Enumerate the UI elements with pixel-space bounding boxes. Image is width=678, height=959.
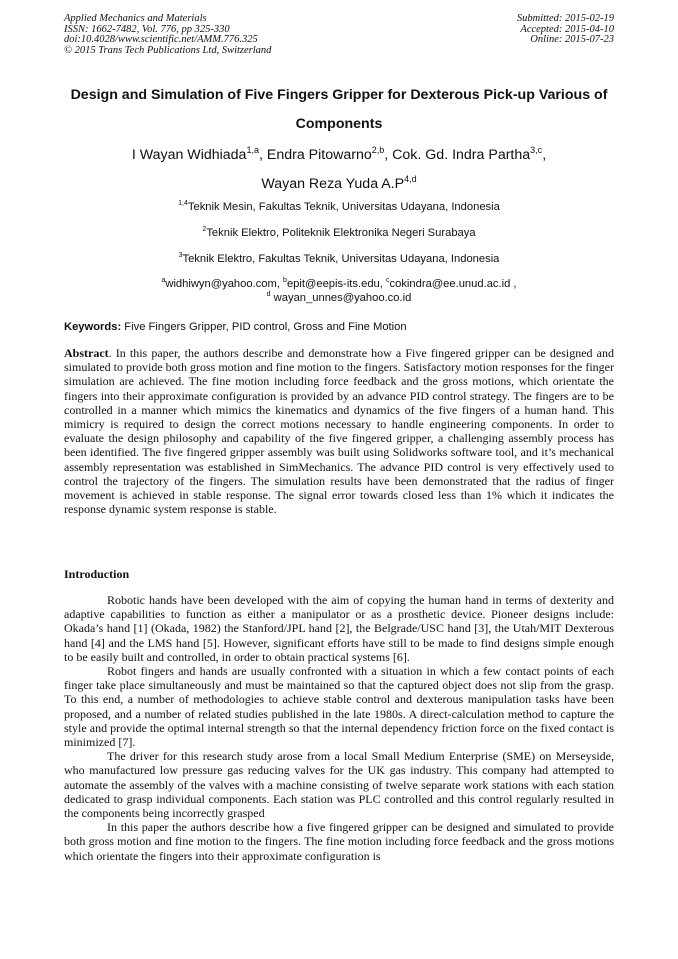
email-address[interactable]: wayan_unnes@yahoo.co.id [270,292,412,304]
journal-header [64,14,271,56]
author-name: Cok. Gd. Indra Partha [392,147,531,163]
keywords-label: Keywords: [64,321,122,333]
author-separator: , [384,147,393,163]
author-affiliation-mark: 1,a [246,145,259,155]
online-date: Online: 2015-07-23 [530,34,614,45]
abstract-text: . In this paper, the authors describe and demonstrate how a Five fingered gripper can be designed and simulated to provide both gross motion and fine motion to the fingers. Satisfactory motion responses for the finger simulation are achieved. The fine motion including force feedback and the gross motions, which orientate the fingers into their approximate configuration is provided by an advance PID control strategy. The fingers are to be controlled in a manner which mimics the kinematics and dynamics of the five fingers of a human hand. This mimicry is required to design the correct motions necessary to handle engineering components. In order to evaluate the design philosophy and capability of the five fingered gripper, a challenging assembly process has been identified. The five fingered gripper assembly was built using Solidworks software tool, and it’s mechanical assembly representation was established in SimMechanics. The advance PID control is very effectively used to control the trajectory of the fingers. The simulation results have been demonstrated that the radius of finger movement is achieved in stable response. The signal error towards closed less than 1% which it indicates the response dynamic system response is stable. [64,346,614,517]
author-name: Wayan Reza Yuda A.P [261,176,405,192]
author-affiliation-mark: 3,c [530,145,543,155]
journal-name: Applied Mechanics and Materials [64,13,207,24]
email-mark: a [161,277,166,284]
author-affiliation-mark: 2,b [371,145,385,155]
journal-copyright: © 2015 Trans Tech Publications Ltd, Switzerland [64,44,272,56]
keywords-line [64,320,614,334]
body-paragraph: The driver for this research study arose from a local Small Medium Enterprise (SME) on Merseyside, who manufactured low pressure gas reducing valves for the UK gas industry. This company had attempted to automate the assembly of the valves with a machine consisting of twelve separate work stations with each station dedicated to grasp individual components. Each station was PLC controlled and this control regularly resulted in the components being incorrectly grasped [64,749,614,821]
abstract [64,346,614,516]
affiliation-text: Teknik Mesin, Fakultas Teknik, Universitas Udayana, Indonesia [187,201,500,213]
body-paragraph: Robot fingers and hands are usually confronted with a situation in which a few contact points of each finger take place simultaneously and must be maintained so that the captured object does not slip from the grasp. To this end, a number of methodologies to achieve stable control and dexterous manipulation tasks have been proposed, and a number of related studies published in the late 1980s. A direct-calculation method to capture the style and provide the optimal internal strength so that the internal dependency friction force on the fixed contact is minimized [7]. [64,664,614,750]
author-list [64,141,614,199]
author-name: Endra Pitowarno [266,147,372,163]
author-emails [64,277,614,305]
introduction-body [64,593,614,863]
submitted-date: Submitted: 2015-02-19 [516,13,614,24]
affiliation-mark: 3 [178,252,183,259]
email-mark: b [283,277,287,284]
paper-title: Design and Simulation of Five Fingers Gripper for Dexterous Pick-up Various of Components [70,87,608,132]
keywords-text: Five Fingers Gripper, PID control, Gross and Fine Motion [121,321,407,333]
affiliation-mark: 2 [202,226,207,233]
email-address[interactable]: epit@eepis-its.edu, [286,278,386,290]
email-mark: d [266,291,271,298]
abstract-label: Abstract [64,346,109,360]
author-name: I Wayan Widhiada [131,147,247,163]
affiliation-mark: 1,4 [178,200,188,207]
affiliation-text: Teknik Elektro, Politeknik Elektronika Negeri Surabaya [206,227,476,239]
body-paragraph: Robotic hands have been developed with the aim of copying the human hand in terms of dexterity and adaptive capabilities to function as either a manipulator or as a prosthetic device. Pioneer designs include: Okada’s hand [1] (Okada, 1982) the Stanford/JPL hand [2], the Belgrade/USC hand [3], the Utah/MIT Dexterous hand [4] and the LMS hand [5]. However, significant efforts have still to be made to find designs simple enough to be easily built and controlled, in order to obtain practical systems [6]. [64,593,614,664]
email-address[interactable]: widhiwyn@yahoo.com, [165,278,284,290]
section-heading-introduction: Introduction [64,567,130,581]
journal-issn: ISSN: 1662-7482, Vol. 776, pp 325-330 [64,23,230,35]
dates-header [517,14,614,46]
journal-doi: doi:10.4028/www.scientific.net/AMM.776.325 [64,34,258,45]
email-mark: c [386,277,390,284]
affiliation-line [64,226,614,240]
author-separator: , [542,147,547,163]
affiliation-line [64,200,614,214]
author-affiliation-mark: 4,d [404,174,417,184]
author-separator: , [258,147,267,163]
body-paragraph: In this paper the authors describe how a five fingered gripper can be designed and simulated to provide both gross motion and fine motion to the fingers. The fine motion including force feedback and the gross motions which orientate the fingers into their approximate configuration is [64,820,614,863]
affiliation-line [64,252,614,266]
accepted-date: Accepted: 2015-04-10 [520,23,614,35]
email-address[interactable]: cokindra@ee.unud.ac.id , [389,278,517,290]
affiliation-text: Teknik Elektro, Fakultas Teknik, Universitas Udayana, Indonesia [182,253,500,265]
